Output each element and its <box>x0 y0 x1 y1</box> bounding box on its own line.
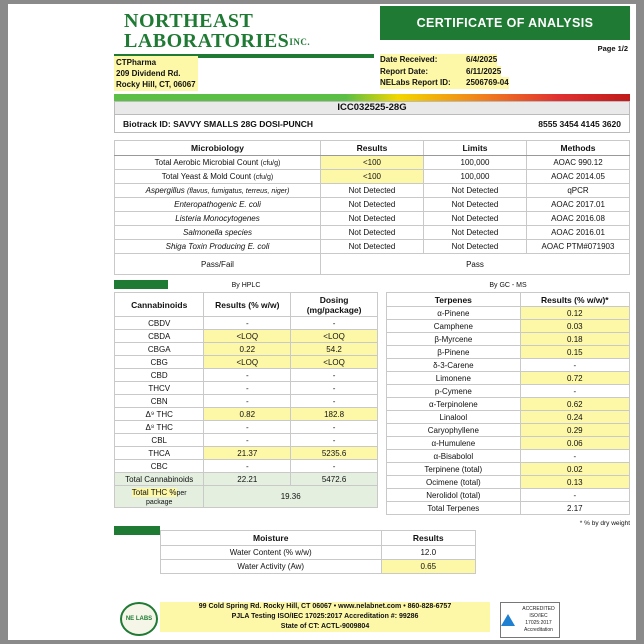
table-row <box>387 411 630 424</box>
terpene-name: α-Bisabolol <box>387 450 521 463</box>
terpene-result: - <box>520 359 629 372</box>
analyte-limit: Not Detected <box>424 240 527 254</box>
table-row <box>115 395 378 408</box>
page-number: Page 1/2 <box>597 44 628 53</box>
state-seal <box>120 602 158 636</box>
terpene-name: α-Humulene <box>387 437 521 450</box>
total-thc-label-text: Total THC % <box>131 487 177 497</box>
footer-text-block <box>160 602 490 632</box>
analyte-name <box>115 156 321 170</box>
analyte-dosing: - <box>291 382 378 395</box>
analyte-name: CBDA <box>115 330 204 343</box>
table-row <box>387 476 630 489</box>
report-id-value: 2506769-04 <box>466 78 509 87</box>
microbiology-header-row <box>115 141 630 156</box>
terpene-name: α-Pinene <box>387 307 521 320</box>
analyte-name: CBDV <box>115 317 204 330</box>
analyte-name <box>115 184 321 198</box>
analyte-dosing: - <box>291 395 378 408</box>
microbiology-table <box>114 140 630 275</box>
analyte-name: Listeria Monocytogenes <box>115 212 321 226</box>
table-row <box>115 317 378 330</box>
cannabinoids-table <box>114 292 378 508</box>
analyte-label: Total Aerobic Microbial Count <box>154 158 259 167</box>
table-row <box>387 424 630 437</box>
table-row <box>387 320 630 333</box>
analyte-unit: (flavus, fumigatus, terreus, niger) <box>187 188 290 195</box>
company-name-line2 <box>124 30 374 53</box>
analyte-name: CBGA <box>115 343 204 356</box>
pjla-badge-text <box>518 606 559 634</box>
analyte-name: CBD <box>115 369 204 382</box>
terpenes-header-row <box>387 293 630 307</box>
passfail-label: Pass/Fail <box>115 254 321 275</box>
analyte-result: - <box>204 369 291 382</box>
analyte-limit: 100,000 <box>424 156 527 170</box>
terpene-name: Nerolidol (total) <box>387 489 521 502</box>
terpene-result: - <box>520 450 629 463</box>
biotrack-row <box>114 115 630 133</box>
sample-id: ICC032525-28G <box>114 101 630 115</box>
table-row <box>387 450 630 463</box>
analyte-result: Not Detected <box>321 212 424 226</box>
analyte-limit: Not Detected <box>424 212 527 226</box>
table-row <box>115 240 630 254</box>
color-gradient-bar <box>114 94 630 101</box>
col-moisture: Moisture <box>161 531 382 546</box>
analyte-dosing: 5235.6 <box>291 447 378 460</box>
analyte-name: CBL <box>115 434 204 447</box>
table-row <box>387 346 630 359</box>
footer-state-line: State of CT: ACTL-9009804 <box>160 622 490 632</box>
client-address-block <box>114 56 198 91</box>
analyte-result: - <box>204 434 291 447</box>
col-results: Results <box>381 531 476 546</box>
moisture-analyte-name: Water Content (% w/w) <box>161 546 382 560</box>
analyte-result: Not Detected <box>321 226 424 240</box>
meta-row <box>380 77 509 89</box>
analyte-result: - <box>204 460 291 473</box>
analyte-method: qPCR <box>527 184 630 198</box>
terpene-name: Terpinene (total) <box>387 463 521 476</box>
analyte-dosing: <LOQ <box>291 330 378 343</box>
table-row <box>387 333 630 346</box>
total-cannabinoids-label: Total Cannabinoids <box>115 473 204 486</box>
analyte-result: - <box>204 421 291 434</box>
company-name-labs: LABORATORIES <box>124 30 290 52</box>
pjla-accreditation-badge <box>500 602 560 638</box>
total-cannabinoids-result: 22.21 <box>204 473 291 486</box>
col-terpenes: Terpenes <box>387 293 521 307</box>
seal-icon: NE LABS <box>120 602 158 636</box>
table-row <box>387 385 630 398</box>
terpene-result: 0.03 <box>520 320 629 333</box>
biotrack-name: SAVVY SMALLS 28G DOSI-PUNCH <box>173 118 314 129</box>
col-cannabinoids: Cannabinoids <box>115 293 204 317</box>
analyte-result: Not Detected <box>321 184 424 198</box>
analyte-dosing: 182.8 <box>291 408 378 421</box>
terpene-result: 0.06 <box>520 437 629 450</box>
analyte-result: 21.37 <box>204 447 291 460</box>
table-row <box>387 437 630 450</box>
analyte-dosing: - <box>291 317 378 330</box>
terpene-name: Caryophyllene <box>387 424 521 437</box>
terpene-result: - <box>520 489 629 502</box>
analyte-limit: 100,000 <box>424 170 527 184</box>
table-row <box>387 372 630 385</box>
table-row <box>161 546 476 560</box>
terpene-result: 0.15 <box>520 346 629 359</box>
table-row <box>115 369 378 382</box>
analyte-label: Aspergillus <box>145 186 185 195</box>
footer-contact-line: 99 Cold Spring Rd. Rocky Hill, CT 06067 • www.nelabnet.com • 860-828-6757 <box>160 602 490 612</box>
cannabinoids-header-row <box>115 293 378 317</box>
analyte-name: Enteropathogenic E. coli <box>115 198 321 212</box>
analyte-result: - <box>204 395 291 408</box>
table-row <box>387 463 630 476</box>
analyte-dosing: - <box>291 434 378 447</box>
terpene-result: 0.72 <box>520 372 629 385</box>
report-date-label: Report Date: <box>380 66 466 78</box>
analyte-method: AOAC PTM#071903 <box>527 240 630 254</box>
table-row <box>115 156 630 170</box>
footer-accreditation-line: PJLA Testing ISO/IEC 17025:2017 Accreditation #: 99286 <box>160 612 490 622</box>
analyte-method: AOAC 990.12 <box>527 156 630 170</box>
table-row <box>115 212 630 226</box>
client-name: CTPharma <box>116 58 157 67</box>
terpene-name: Limonene <box>387 372 521 385</box>
analyte-limit: Not Detected <box>424 226 527 240</box>
analyte-result: 0.82 <box>204 408 291 421</box>
table-row <box>387 307 630 320</box>
terpene-method-note: By GC - MS <box>489 282 527 289</box>
report-metadata <box>380 54 509 89</box>
analyte-name: CBC <box>115 460 204 473</box>
col-limits: Limits <box>424 141 527 156</box>
moisture-analyte-result: 12.0 <box>381 546 476 560</box>
terpene-name: Ocimene (total) <box>387 476 521 489</box>
analyte-name: Shiga Toxin Producing E. coli <box>115 240 321 254</box>
total-terpenes-label: Total Terpenes <box>387 502 521 515</box>
analyte-name <box>115 170 321 184</box>
terpene-result: 0.12 <box>520 307 629 320</box>
col-results: Results <box>321 141 424 156</box>
passfail-row <box>115 254 630 275</box>
analyte-result: Not Detected <box>321 198 424 212</box>
table-row <box>161 560 476 574</box>
moisture-analyte-name: Water Activity (Aw) <box>161 560 382 574</box>
analyte-label: Total Yeast & Mold Count <box>161 172 252 181</box>
passfail-value: Pass <box>321 254 630 275</box>
analyte-name: Δ⁹ THC <box>115 408 204 421</box>
terpene-footnote: * % by dry weight <box>579 520 630 527</box>
terpene-result: 0.62 <box>520 398 629 411</box>
table-row <box>115 447 378 460</box>
analyte-result: Not Detected <box>321 240 424 254</box>
col-results: Results (% w/w) <box>204 293 291 317</box>
analyte-method: AOAC 2016.08 <box>527 212 630 226</box>
table-row <box>115 184 630 198</box>
report-date-value: 6/11/2025 <box>466 66 502 76</box>
col-microbiology: Microbiology <box>115 141 321 156</box>
total-thc-value: 19.36 <box>204 486 378 508</box>
pjla-line3: Accreditation <box>524 627 553 633</box>
company-name-line1: NORTHEAST <box>124 10 254 32</box>
client-street: 209 Dividend Rd. <box>116 69 181 78</box>
terpene-result: 0.24 <box>520 411 629 424</box>
analyte-name: THCA <box>115 447 204 460</box>
table-row <box>115 198 630 212</box>
table-row <box>115 408 378 421</box>
table-row <box>115 382 378 395</box>
total-cannabinoids-row <box>115 473 378 486</box>
terpene-result: - <box>520 385 629 398</box>
table-row <box>115 330 378 343</box>
analyte-name: THCV <box>115 382 204 395</box>
analyte-result: 0.22 <box>204 343 291 356</box>
terpene-result: 0.29 <box>520 424 629 437</box>
document-footer <box>8 600 636 640</box>
analyte-dosing: - <box>291 369 378 382</box>
total-thc-note: per package <box>145 489 187 506</box>
total-thc-row <box>115 486 378 508</box>
table-row <box>115 226 630 240</box>
terpene-result: 0.18 <box>520 333 629 346</box>
analyte-dosing: 54.2 <box>291 343 378 356</box>
terpene-name: β-Pinene <box>387 346 521 359</box>
total-terpenes-value: 2.17 <box>520 502 629 515</box>
analyte-result: <LOQ <box>204 330 291 343</box>
analyte-result: <LOQ <box>204 356 291 369</box>
table-row <box>387 398 630 411</box>
meta-row <box>380 54 509 66</box>
cannabinoid-method-note: By HPLC <box>231 282 261 289</box>
client-city: Rocky Hill, CT, 06067 <box>116 80 196 89</box>
analyte-name: Δ⁸ THC <box>115 421 204 434</box>
terpene-result: 0.02 <box>520 463 629 476</box>
terpenes-table <box>386 292 630 515</box>
table-row <box>387 489 630 502</box>
table-row <box>115 434 378 447</box>
terpene-name: Linalool <box>387 411 521 424</box>
coa-document <box>8 4 636 640</box>
pjla-line2: ISO/IEC 17025:2017 <box>525 613 552 626</box>
terpene-name: Camphene <box>387 320 521 333</box>
moisture-analyte-result: 0.65 <box>381 560 476 574</box>
col-methods: Methods <box>527 141 630 156</box>
analyte-method: AOAC 2016.01 <box>527 226 630 240</box>
terpene-name: α-Terpinolene <box>387 398 521 411</box>
analyte-result: - <box>204 382 291 395</box>
analyte-limit: Not Detected <box>424 184 527 198</box>
company-logo <box>114 6 374 58</box>
moisture-section-accent-bar <box>114 526 160 535</box>
analyte-dosing: - <box>291 460 378 473</box>
terpene-result: 0.13 <box>520 476 629 489</box>
biotrack-label: Biotrack ID: <box>123 118 171 129</box>
table-row <box>115 170 630 184</box>
analyte-result: - <box>204 317 291 330</box>
date-received-label: Date Received: <box>380 54 466 66</box>
analyte-unit: (cfu/g) <box>253 174 274 181</box>
pjla-line1: ACCREDITED <box>522 606 555 612</box>
report-id-label: NELabs Report ID: <box>380 77 466 89</box>
col-dosing: Dosing (mg/package) <box>291 293 378 317</box>
biotrack-label-and-name <box>123 119 313 129</box>
moisture-table <box>160 530 476 574</box>
total-thc-label <box>115 486 204 508</box>
table-row <box>115 356 378 369</box>
document-header <box>8 4 636 90</box>
col-results: Results (% w/w)* <box>520 293 629 307</box>
triangle-icon <box>501 614 515 626</box>
terpene-name: β-Myrcene <box>387 333 521 346</box>
analyte-limit: Not Detected <box>424 198 527 212</box>
analyte-dosing: - <box>291 421 378 434</box>
meta-row <box>380 66 509 78</box>
table-row <box>115 421 378 434</box>
analyte-name: CBG <box>115 356 204 369</box>
analyte-result: <100 <box>321 170 424 184</box>
analyte-method: AOAC 2014.05 <box>527 170 630 184</box>
terpene-name: p-Cymene <box>387 385 521 398</box>
company-name-inc: INC. <box>289 37 311 47</box>
total-terpenes-row <box>387 502 630 515</box>
coa-title-banner: CERTIFICATE OF ANALYSIS <box>380 6 630 40</box>
table-row <box>115 343 378 356</box>
analyte-dosing: <LOQ <box>291 356 378 369</box>
terpene-name: δ-3-Carene <box>387 359 521 372</box>
table-row <box>387 359 630 372</box>
analyte-method: AOAC 2017.01 <box>527 198 630 212</box>
analyte-unit: (cfu/g) <box>260 160 281 167</box>
table-row <box>115 460 378 473</box>
analyte-result: <100 <box>321 156 424 170</box>
moisture-header-row <box>161 531 476 546</box>
analyte-name: CBN <box>115 395 204 408</box>
biotrack-number: 8555 3454 4145 3620 <box>538 118 621 129</box>
total-cannabinoids-dosing: 5472.6 <box>291 473 378 486</box>
analyte-name: Salmonella species <box>115 226 321 240</box>
date-received-value: 6/4/2025 <box>466 55 498 64</box>
